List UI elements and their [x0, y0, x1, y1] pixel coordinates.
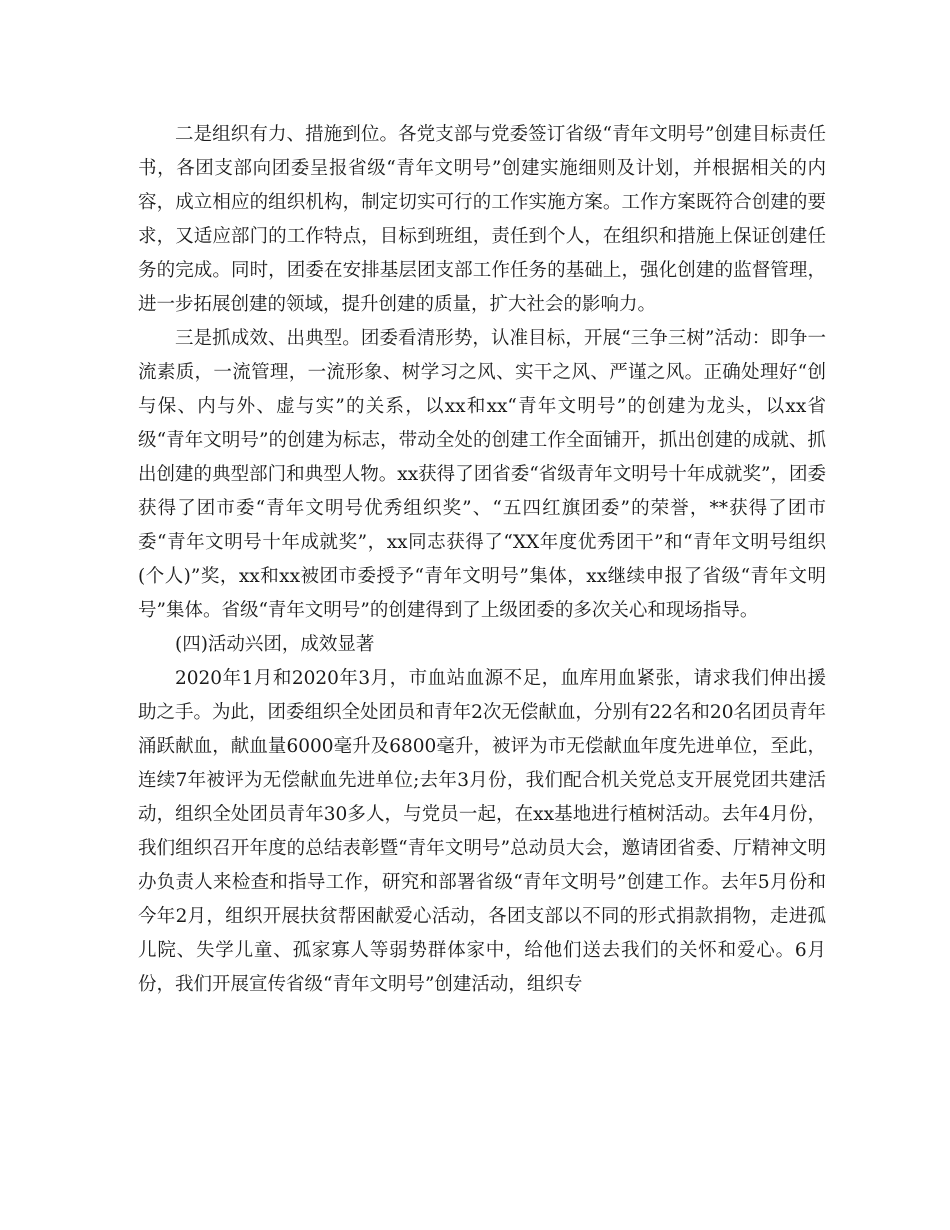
paragraph-achievements: 三是抓成效、出典型。团委看清形势，认准目标，开展“三争三树”活动：即争一流素质，一流管理，一流形象、树学习之风、实干之风、严谨之风。正确处理好“创与保、内与外、虚与实”的关系，以xx和xx“青年文明号”的创建为龙头，以xx省级“青年文明号”的创建为标志，带动全处的创建工作全面铺开，抓出创建的成就、抓出创建的典型部门和典型人物。xx获得了团省委“省级青年文明号十年成就奖”，团委获得了团市委“青年文明号优秀组织奖”、“五四红旗团委”的荣誉，**获得了团市委“青年文明号十年成就奖”，xx同志获得了“XX年度优秀团干”和“青年文明号组织(个人)”奖，xx和xx被团市委授予“青年文明号”集体，xx继续申报了省级“青年文明号”集体。省级“青年文明号”的创建得到了上级团委的多次关心和现场指导。	[138, 328, 826, 621]
section-heading: (四)活动兴团，成效显著	[175, 634, 375, 655]
paragraph-activities: 2020年1月和2020年3月，市血站血源不足，血库用血紧张，请求我们伸出援助之手。为此，团委组织全处团员和青年2次无偿献血，分别有22名和20名团员青年涌跃献血，献血量6000毫升及6800毫升，被评为市无偿献血年度先进单位，至此，连续7年被评为无偿献血先进单位;去年3月份，我们配合机关党总支开展党团共建活动，组织全处团员青年30多人，与党员一起，在xx基地进行植树活动。去年4月份，我们组织召开年度的总结表彰暨“青年文明号”总动员大会，邀请团省委、厅精神文明办负责人来检查和指导工作，研究和部署省级“青年文明号”创建工作。去年5月份和今年2月，组织开展扶贫帮困献爱心活动，各团支部以不同的形式捐款捐物，走进孤儿院、失学儿童、孤家寡人等弱势群体家中，给他们送去我们的关怀和爱心。6月份，我们开展宣传省级“青年文明号”创建活动，组织专	[138, 668, 826, 995]
document-page	[138, 118, 826, 1002]
paragraph-organization: 二是组织有力、措施到位。各党支部与党委签订省级“青年文明号”创建目标责任书，各团支部向团委呈报省级“青年文明号”创建实施细则及计划，并根据相关的内容，成立相应的组织机构，制定切实可行的工作实施方案。工作方案既符合创建的要求，又适应部门的工作特点，目标到班组，责任到个人，在组织和措施上保证创建任务的完成。同时，团委在安排基层团支部工作任务的基础上，强化创建的监督管理，进一步拓展创建的领域，提升创建的质量，扩大社会的影响力。	[138, 124, 826, 315]
